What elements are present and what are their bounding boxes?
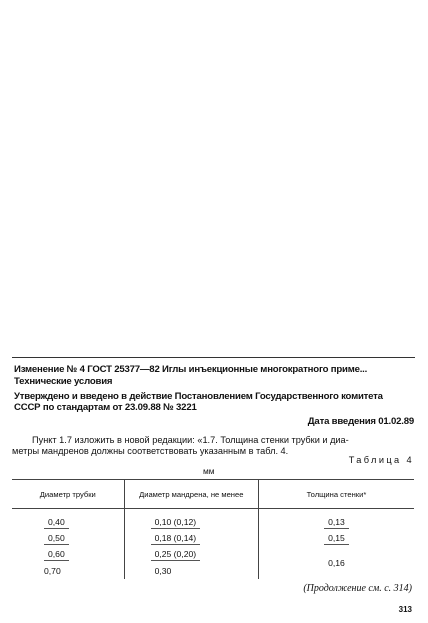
table-header-row (12, 480, 414, 509)
cell-thickness: 0,16 (258, 547, 414, 579)
table-row (12, 547, 414, 563)
page-number: 313 (398, 605, 412, 614)
cell-thickness: 0,15 (258, 531, 414, 547)
cell-mandrel: 0,25 (0,20) (124, 547, 258, 563)
change-title: Изменение № 4 ГОСТ 25377—82 Иглы инъекционные многократного приме... (14, 364, 368, 375)
table-caption: Таблица 4 (348, 455, 414, 465)
continuation-note: (Продолжение см. с. 314) (303, 583, 412, 594)
cell-tube: 0,40 (12, 515, 124, 531)
cell-mandrel: 0,18 (0,14) (124, 531, 258, 547)
paragraph-line-1: Пункт 1.7 изложить в новой редакции: «1.7. Толщина стенки трубки и диа- (32, 435, 349, 445)
header-mandrel-diameter: Диаметр мандрена, не менее (124, 480, 258, 509)
cell-mandrel: 0,30 (124, 563, 258, 579)
effective-date: Дата введения 01.02.89 (307, 416, 414, 427)
table-unit: мм (203, 466, 215, 476)
cell-mandrel: 0,10 (0,12) (124, 515, 258, 531)
dimensions-table (12, 479, 414, 579)
header-wall-thickness: Толщина стенки* (258, 480, 414, 509)
table-row (12, 515, 414, 531)
cell-tube: 0,60 (12, 547, 124, 563)
table-row (12, 531, 414, 547)
approval-line-2: СССР по стандартам от 23.09.88 № 3221 (14, 402, 197, 413)
top-rule (12, 357, 415, 358)
change-subtitle: Технические условия (14, 376, 113, 387)
cell-thickness: 0,13 (258, 515, 414, 531)
approval-line: Утверждено и введено в действие Постановлением Государственного комитета (14, 391, 383, 402)
cell-tube: 0,50 (12, 531, 124, 547)
header-tube-diameter: Диаметр трубки (12, 480, 124, 509)
paragraph-line-2: метры мандренов должны соответствовать указанным в табл. 4. (12, 446, 289, 456)
cell-tube: 0,70 (44, 566, 61, 576)
